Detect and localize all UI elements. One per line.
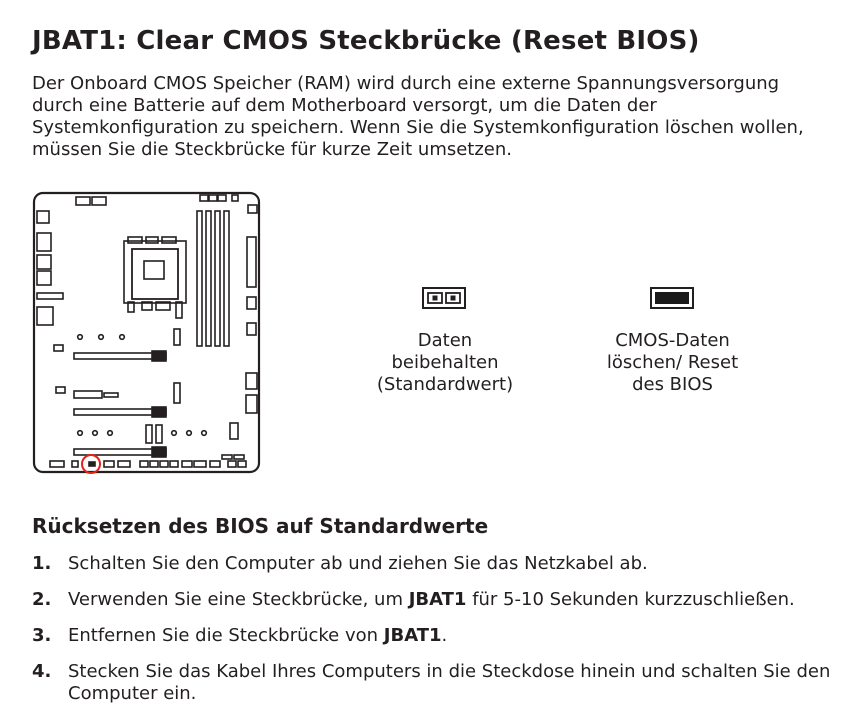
caption-line: beibehalten bbox=[391, 352, 499, 373]
intro-paragraph bbox=[32, 73, 842, 161]
step-text-part: Stecken Sie das Kabel Ihres Computers in die Steckdose hinein und schalten Sie den Computer ein. bbox=[68, 661, 831, 704]
step-text-part: . bbox=[441, 625, 448, 646]
steps-list bbox=[32, 553, 852, 719]
jumper-open-icon bbox=[422, 287, 466, 309]
list-item bbox=[32, 553, 852, 575]
caption-line: (Standardwert) bbox=[376, 374, 514, 395]
caption-line: löschen/ Reset bbox=[606, 352, 739, 373]
intro-line: müssen Sie die Steckbrücke für kurze Zeit umsetzen. bbox=[32, 139, 513, 160]
step-text-bold: JBAT1 bbox=[383, 625, 442, 646]
step-number: 1. bbox=[32, 553, 52, 574]
step-text-part: Entfernen Sie die Steckbrücke von bbox=[68, 625, 384, 646]
jumper-caption-clear bbox=[585, 330, 760, 396]
motherboard-diagram bbox=[32, 191, 262, 476]
intro-line: Der Onboard CMOS Speicher (RAM) wird durch eine externe Spannungsversorgung bbox=[32, 73, 780, 94]
step-text bbox=[68, 661, 830, 704]
step-text-bold: JBAT1 bbox=[408, 589, 467, 610]
caption-line: CMOS-Daten bbox=[615, 330, 730, 351]
list-item bbox=[32, 589, 852, 611]
step-number: 2. bbox=[32, 589, 52, 610]
jumper-caption-keep bbox=[360, 330, 530, 396]
list-item bbox=[32, 625, 852, 647]
step-text bbox=[68, 589, 795, 610]
caption-line: Daten bbox=[417, 330, 473, 351]
step-text bbox=[68, 553, 648, 574]
intro-line: Systemkonfiguration zu speichern. Wenn Sie die Systemkonfiguration löschen wollen, bbox=[32, 117, 804, 138]
page-title: JBAT1: Clear CMOS Steckbrücke (Reset BIOS) bbox=[32, 26, 700, 56]
step-text bbox=[68, 625, 447, 646]
caption-line: des BIOS bbox=[632, 374, 713, 395]
jumper-closed-icon bbox=[650, 287, 694, 309]
section-heading: Rücksetzen des BIOS auf Standardwerte bbox=[32, 514, 489, 538]
step-number: 3. bbox=[32, 625, 52, 646]
intro-line: durch eine Batterie auf dem Motherboard versorgt, um die Daten der bbox=[32, 95, 657, 116]
step-text-part: Verwenden Sie eine Steckbrücke, um bbox=[68, 589, 409, 610]
step-text-part: Schalten Sie den Computer ab und ziehen Sie das Netzkabel ab. bbox=[68, 553, 648, 574]
step-text-part: für 5-10 Sekunden kurzzuschließen. bbox=[466, 589, 795, 610]
list-item bbox=[32, 661, 852, 705]
step-number: 4. bbox=[32, 661, 52, 682]
